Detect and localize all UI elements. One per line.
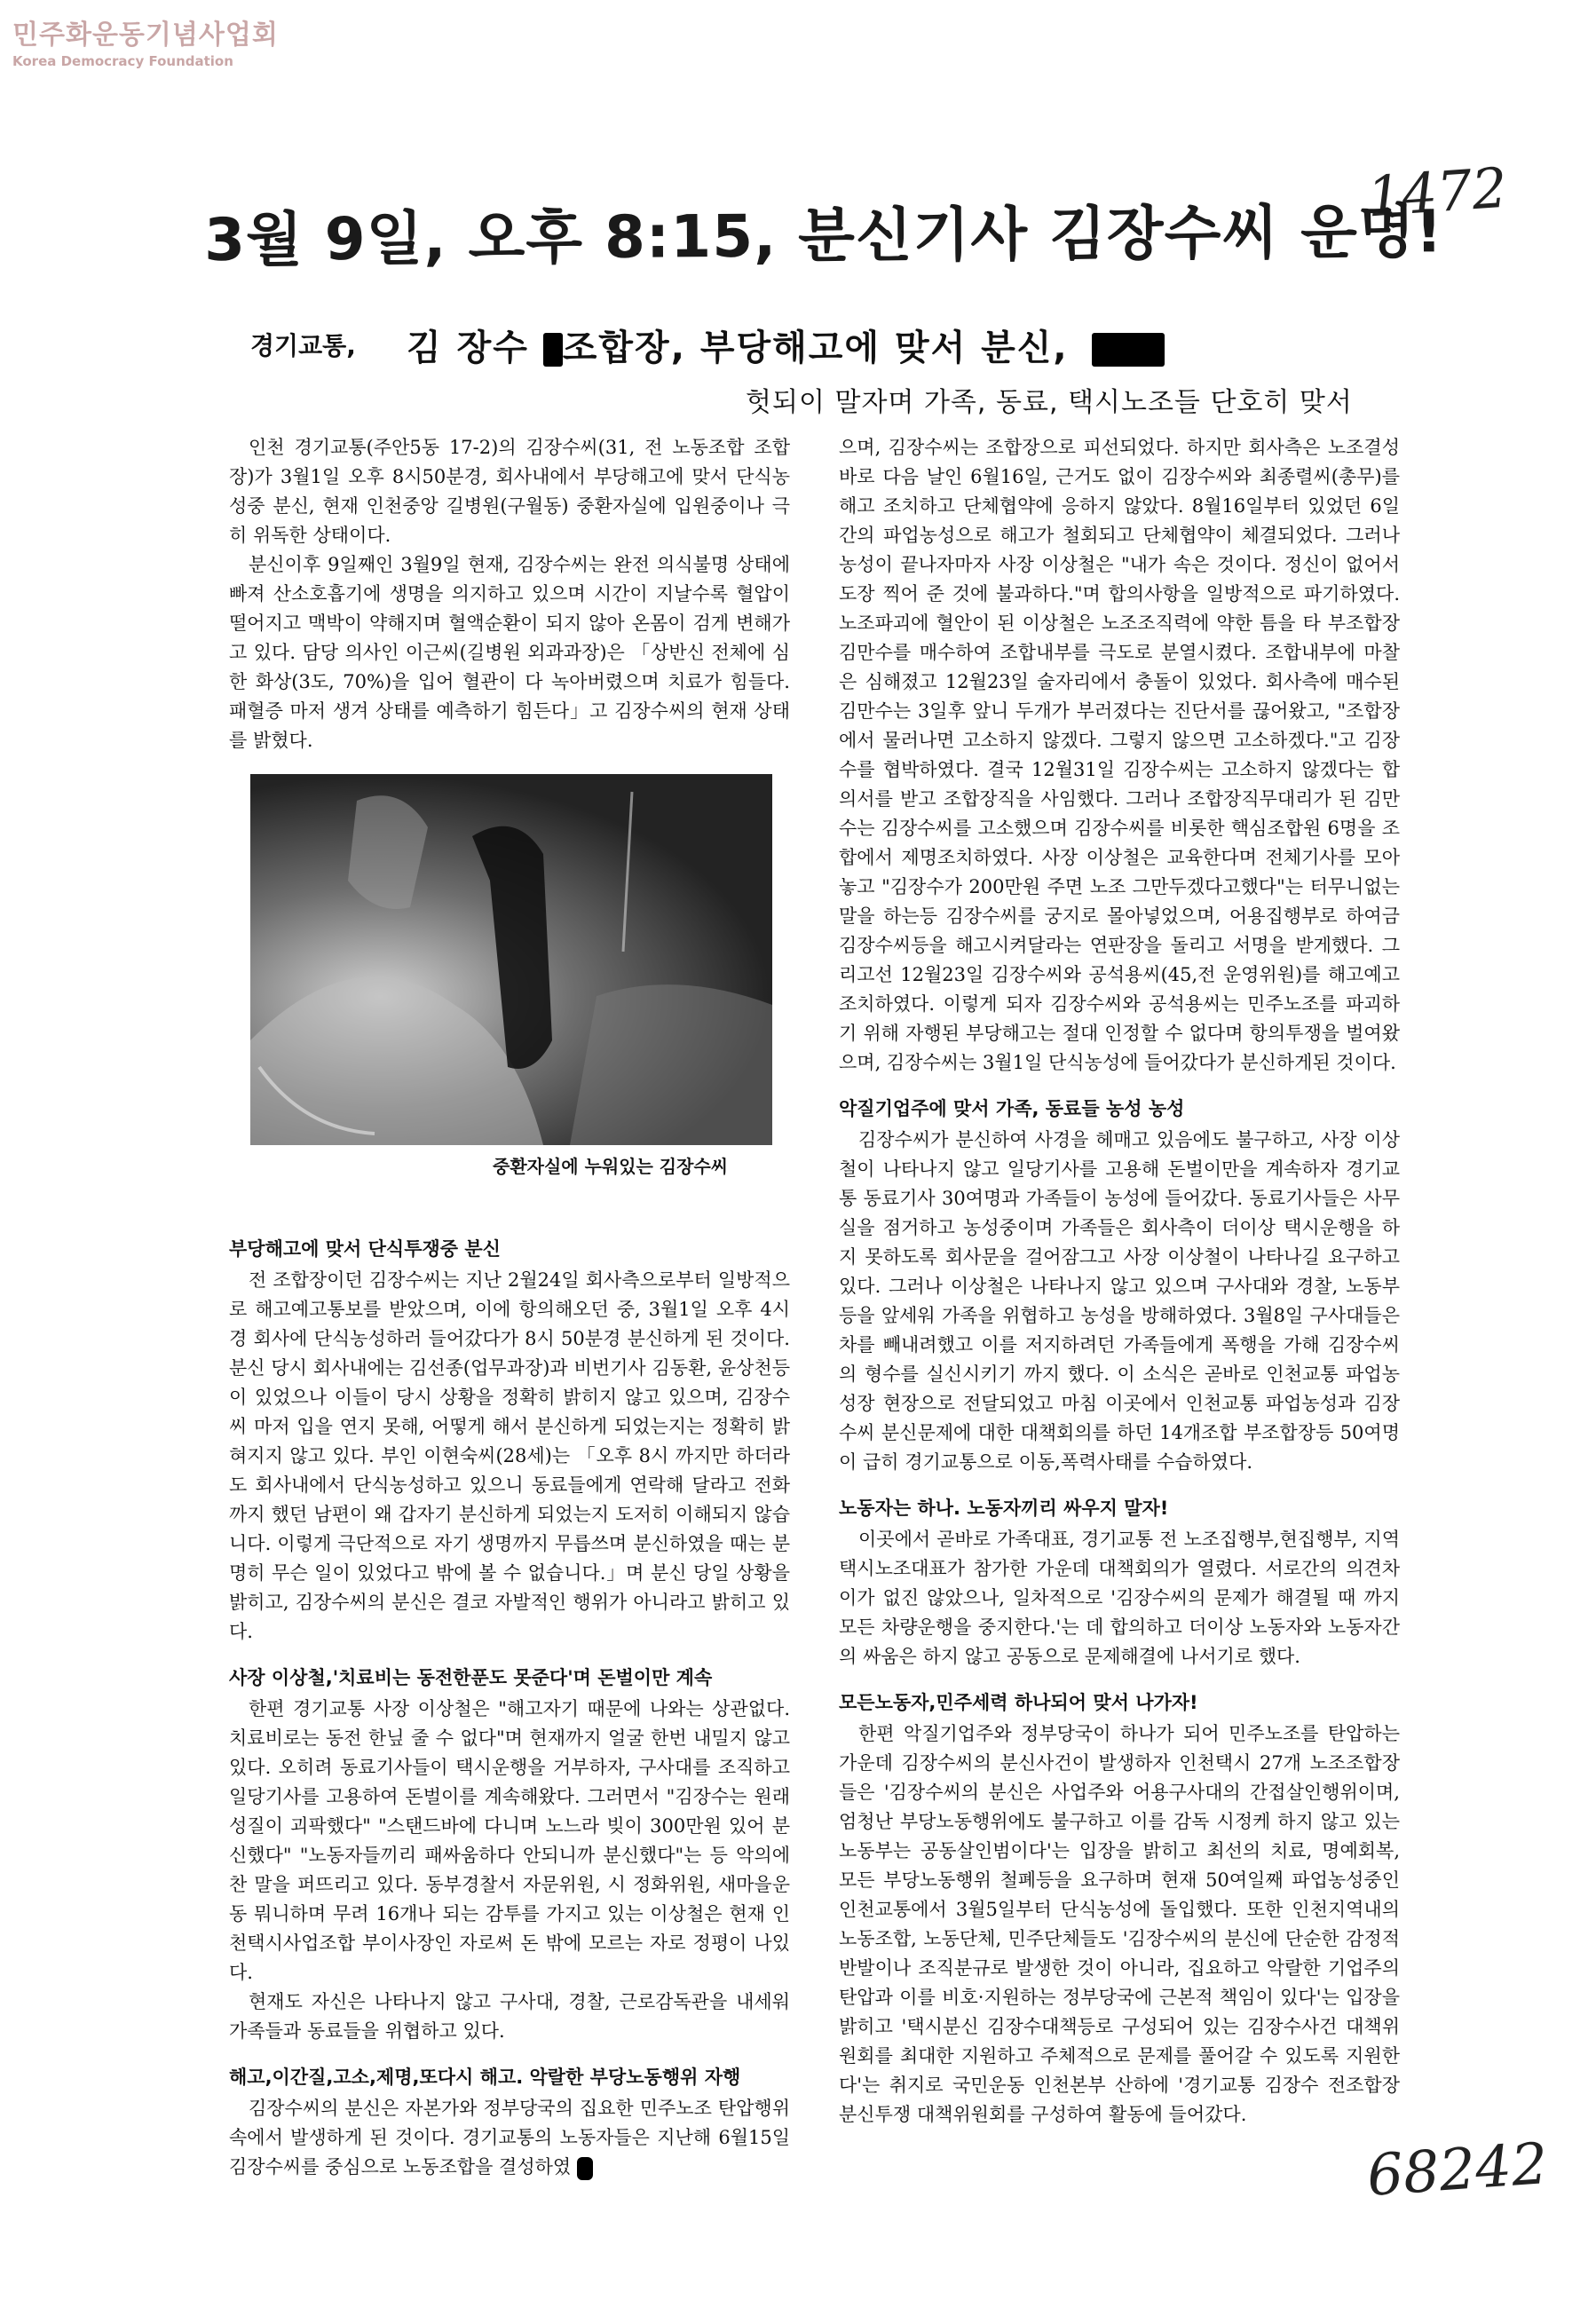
paragraph: 현재도 자신은 나타나지 않고 구사대, 경찰, 근로감독관을 내세워 가족들과 동료들을 위협하고 있다. [229, 1991, 790, 2042]
paragraph: 한편 악질기업주와 정부당국이 하나가 되어 민주노조를 탄압하는 가운데 김장수씨의 분신사건이 발생하자 인천택시 27개 노조조합장들은 '김장수씨의 분신은 사업주와 어용구사대의 간접살인행위이며, 엄청난 부당노동행위에도 불구하고 이를 감독 시정케 하지 않고 있는 노동부는 공동살인범이다'는 입장을 밝히고 최선의 치료, 명예회복, 모든 부당노동행위 철폐등을 요구하며 현재 50여일째 파업농성중인 인천교통에서 3월5일부터 단식농성에 돌입했다. 또한 인천지역내의 노동조합, 노동단체, 민주단체들도 '김장수씨의 분신에 단순한 감정적 반발이나 조직분규로 발생한 것이 아니라, 집요하고 악랄한 기업주의 탄압과 이를 비호·지원하는 정부당국에 근본적 책임이 있다'는 입장을 밝히고 '택시분신 김장수대책등로 구성되어 있는 김장수사건 대책위원회를 최대한 지원하고 주체적으로 문제를 풀어갈 수 있도록 지원한다'는 취지로 국민운동 인천본부 산하에 '경기교통 김장수 전조합장 분신투쟁 대책위원회를 구성하여 활동에 들어갔다. [839, 1723, 1400, 2125]
paragraph: 이곳에서 곧바로 가족대표, 경기교통 전 노조집행부,현집행부, 지역 택시노조대표가 참가한 가운데 대책회의가 열렸다. 서로간의 의견차이가 없진 않았으나, 일차적으로 '김장수씨의 문제가 해결될 때 까지 모든 차량운행을 중지한다.'는 데 합의하고 더이상 노동자와 노동자간의 싸움은 하지 않고 공동으로 문제해결에 나서기로 했다. [839, 1529, 1400, 1667]
section-heading: 부당해고에 맞서 단식투쟁중 분신 [229, 1238, 501, 1260]
right-column [839, 433, 1400, 2130]
subtitle-main [407, 320, 1165, 370]
subtitle-prefix: 경기교통, [250, 331, 356, 360]
section-heading: 노동자는 하나. 노동자끼리 싸우지 말자! [839, 1498, 1169, 1519]
watermark-english: Korea Democracy Foundation [12, 53, 233, 69]
redaction-mark [1092, 333, 1165, 367]
handwritten-archive-number: 68242 [1364, 2130, 1550, 2210]
paragraph-text: 김장수씨의 분신은 자본가와 정부당국의 집요한 민주노조 탄압행위 속에서 발생하게 된 것이다. 경기교통의 노동자들은 지난해 6월15일 김장수씨를 중심으로 노동조합을 결성하였 [229, 2098, 790, 2177]
paragraph: 전 조합장이던 김장수씨는 지난 2월24일 회사측으로부터 일방적으로 해고예고통보를 받았으며, 이에 항의해오던 중, 3월1일 오후 4시경 회사에 단식농성하러 들어갔다가 8시 50분경 분신하게 된 것이다. 분신 당시 회사내에는 김선종(업무과장)과 비번기사 김동환, 윤상천등이 있었으나 이들이 당시 상황을 정확히 밝히지 않고 있으며, 김장수씨 마저 입을 연지 못해, 어떻게 해서 분신하게 되었는지는 정확히 밝혀지지 않고 있다. 부인 이현숙씨(28세)는 「오후 8시 까지만 하더라도 회사내에서 단식농성하고 있으니 동료들에게 연락해 달라고 전화까지 했던 남편이 왜 갑자기 분신하게 되었는지 도저히 이해되지 않습니다. 이렇게 극단적으로 자기 생명까지 무릅쓰며 분신하였을 때는 분명히 무슨 일이 있었다고 밖에 볼 수 없습니다.」며 분신 당일 상황을 밝히고, 김장수씨의 분신은 결코 자발적인 행위가 아니라고 밝히고 있다. [229, 1269, 790, 1642]
subtitle-main-b: 조합장, 부당해고에 맞서 분신, [562, 328, 1069, 368]
paragraph: 분신이후 9일째인 3월9일 현재, 김장수씨는 완전 의식불명 상태에 빠져 산소호흡기에 생명을 의지하고 있으며 시간이 지날수록 혈압이 떨어지고 맥박이 약해지며 혈액순환이 되지 않아 온몸이 검게 변해가고 있다. 담당 의사인 이근씨(길병원 외과과장)은 「상반신 전체에 심한 화상(3도, 70%)을 입어 혈관이 다 녹아버렸으며 치료가 힘들다. 패혈증 마저 생겨 상태를 예측하기 힘든다」고 김장수씨의 현재 상태를 밝혔다. [229, 554, 790, 751]
photo-caption: 중환자실에 누워있는 김장수씨 [493, 1156, 729, 1177]
paragraph: 김장수씨가 분신하여 사경을 헤매고 있음에도 불구하고, 사장 이상철이 나타나지 않고 일당기사를 고용해 돈벌이만을 계속하자 경기교통 동료기사 30여명과 가족들이 농성에 들어갔다. 동료기사들은 사무실을 점거하고 농성중이며 가족들은 회사측이 더이상 택시운행을 하지 못하도록 회사문을 걸어잠그고 사장 이상철이 나타나길 요구하고 있다. 그러나 이상철은 나타나지 않고 있으며 구사대와 경찰, 노동부등을 앞세워 가족을 위협하고 농성을 방해하였다. 3월8일 구사대들은 차를 빼내려했고 이를 저지하려던 가족들에게 폭행을 가해 김장수씨의 형수를 실신시키기 까지 했다. 이 소식은 곧바로 인천교통 파업농성장 현장으로 전달되었고 마침 이곳에서 인천교통 파업농성과 김장수씨 분신문제에 대한 대책회의를 하던 14개조합 부조합장등 50여명이 급히 경기교통으로 이동,폭력사태를 수습하였다. [839, 1129, 1400, 1473]
watermark-korean: 민주화운동기념사업회 [12, 20, 279, 51]
photo-patient [250, 774, 772, 1145]
handwritten-page-number: 1472 [1364, 154, 1510, 230]
ink-blot-mark [577, 2157, 593, 2180]
left-column-top [229, 433, 790, 755]
subtitle-line2: 헛되이 말자며 가족, 동료, 택시노조들 단호히 맞서 [746, 387, 1353, 418]
headline: 3월 9일, 오후 8:15, 분신기사 김장수씨 운명! [203, 197, 1443, 275]
section-heading: 해고,이간질,고소,제명,또다시 해고. 악랄한 부당노동행위 자행 [229, 2067, 741, 2088]
subtitle-main-a: 김 장수 [407, 328, 543, 368]
left-column-bottom [229, 1218, 790, 2182]
paragraph: 인천 경기교통(주안5동 17-2)의 김장수씨(31, 전 노동조합 조합장)가 3월1일 오후 8시50분경, 회사내에서 부당해고에 맞서 단식농성중 분신, 현재 인천중앙 길병원(구월동) 중환자실에 입원중이나 극히 위독한 상태이다. [229, 437, 790, 546]
paragraph: 한편 경기교통 사장 이상철은 "해고자기 때문에 나와는 상관없다. 치료비로는 동전 한닢 줄 수 없다"며 현재까지 얼굴 한번 내밀지 않고 있다. 오히려 동료기사들이 택시운행을 거부하자, 구사대를 조직하고 일당기사를 고용하여 돈벌이를 계속해왔다. 그러면서 "김장수는 원래 성질이 괴팍했다" "스탠드바에 다니며 노느라 빚이 300만원 있어 분신했다" "노동자들끼리 패싸움하다 안되니까 분신했다"는 등 악의에 찬 말을 퍼뜨리고 있다. 동부경찰서 자문위원, 시 정화위원, 새마을운동 뭐니하며 무려 16개나 되는 감투를 가지고 있는 이상철은 현재 인천택시사업조합 부이사장인 자로써 돈 밖에 모르는 자로 정평이 나있다. [229, 1698, 790, 1983]
section-heading: 사장 이상철,'치료비는 동전한푼도 못준다'며 돈벌이만 계속 [229, 1667, 713, 1688]
section-heading: 모든노동자,민주세력 하나되어 맞서 나가자! [839, 1692, 1198, 1713]
paragraph: 으며, 김장수씨는 조합장으로 피선되었다. 하지만 회사측은 노조결성 바로 다음 날인 6월16일, 근거도 없이 김장수씨와 최종렬씨(총무)를 해고 조치하고 단체협약에 응하지 않았다. 8월16일부터 있었던 6일간의 파업농성으로 해고가 철회되고 단체협약이 체결되었다. 그러나 농성이 끝나자마자 사장 이상철은 "내가 속은 것이다. 정신이 없어서 도장 찍어 준 것에 불과하다."며 합의사항을 일방적으로 파기하였다. 노조파괴에 혈안이 된 이상철은 노조조직력에 약한 틈을 타 부조합장 김만수를 매수하여 조합내부를 극도로 분열시켰다. 조합내부에 마찰은 심해졌고 12월23일 술자리에서 충돌이 있었다. 회사측에 매수된 김만수는 3일후 앞니 두개가 부러졌다는 진단서를 끊어왔고, "조합장에서 물러나면 고소하지 않겠다. 그렇지 않으면 고소하겠다."고 김장수를 협박하였다. 결국 12월31일 김장수씨는 고소하지 않겠다는 합의서를 받고 조합장직을 사임했다. 그러나 조합장직무대리가 된 김만수는 김장수씨를 고소했으며 김장수씨를 비롯한 핵심조합원 6명을 조합에서 제명조치하였다. 사장 이상철은 교육한다며 전체기사를 모아놓고 "김장수가 200만원 주면 노조 그만두겠다고했다"는 터무니없는 말을 하는등 김장수씨를 궁지로 몰아넣었으며, 어용집행부로 하여금 김장수씨등을 해고시켜달라는 연판장을 돌리고 서명을 받게했다. 그리고선 12월23일 김장수씨와 공석용씨(45,전 운영위원)를 해고예고조치하였다. 이렇게 되자 김장수씨와 공석용씨는 민주노조를 파괴하기 위해 자행된 부당해고는 절대 인정할 수 없다며 항의투쟁을 벌여왔으며, 김장수씨는 3월1일 단식농성에 들어갔다가 분신하게된 것이다. [839, 437, 1400, 1073]
watermark [12, 12, 279, 69]
section-heading: 악질기업주에 맞서 가족, 동료들 농성 농성 [839, 1098, 1185, 1119]
redaction-mark [543, 333, 563, 367]
photo-image [250, 774, 772, 1145]
paragraph [229, 2094, 790, 2182]
